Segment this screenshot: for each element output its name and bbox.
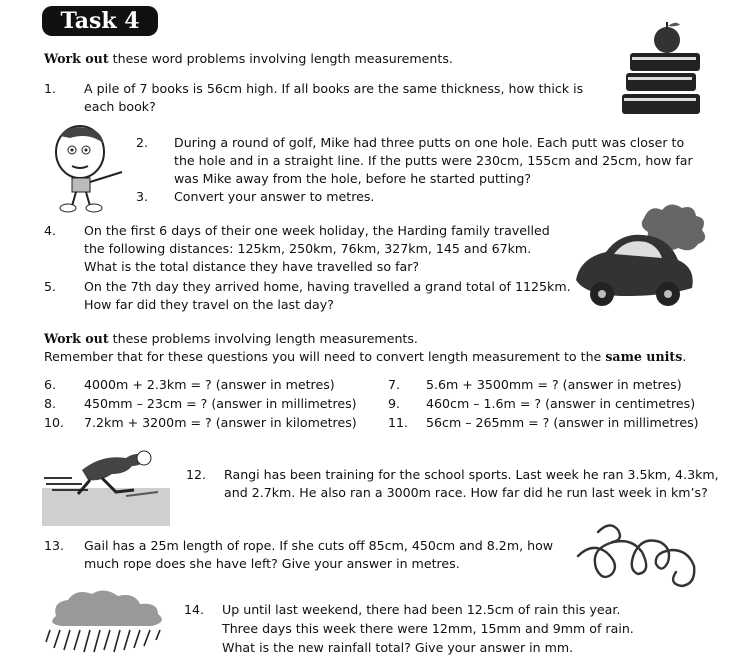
problem-2-line-2: the hole and in a straight line. If the putts were 230cm, 155cm and 25cm, how far — [174, 153, 693, 168]
problem-4-line-3: What is the total distance they have travelled so far? — [84, 259, 420, 274]
problem-1-line-2: each book? — [84, 99, 156, 114]
problem-5-line-2: How far did they travel on the last day? — [84, 297, 334, 312]
conversion-text: 7.2km + 3200m = ? (answer in kilometres) — [84, 415, 357, 430]
problem-3-line-1: Convert your answer to metres. — [174, 189, 375, 204]
books-with-apple-image — [618, 18, 710, 118]
problem-5-line-1: On the 7th day they arrived home, having travelled a grand total of 1125km. — [84, 279, 571, 294]
problem-2-number: 2. — [136, 135, 149, 150]
problem-2-line-1: During a round of golf, Mike had three putts on one hole. Each putt was closer to — [174, 135, 685, 150]
conversion-text: 5.6m + 3500mm = ? (answer in metres) — [426, 377, 682, 392]
problem-12-line-1: Rangi has been training for the school sports. Last week he ran 3.5km, 4.3km, — [224, 467, 719, 482]
section2-intro-rest: these problems involving length measurements. — [108, 331, 418, 346]
problem-4-line-2: the following distances: 125km, 250km, 76km, 327km, 145 and 67km. — [84, 241, 532, 256]
conversion-text: 4000m + 2.3km = ? (answer in metres) — [84, 377, 335, 392]
section2-remember-text: Remember that for these questions you will need to convert length measurement to the — [44, 349, 606, 364]
problem-2-line-3: was Mike away from the hole, before he started putting? — [174, 171, 532, 186]
golfer-cartoon-image — [50, 122, 130, 214]
section2-remember-end: . — [682, 349, 687, 364]
task-title: Task 4 — [42, 6, 158, 36]
problem-13-line-2: much rope does she have left? Give your answer in metres. — [84, 556, 460, 571]
problem-4-line-1: On the first 6 days of their one week holiday, the Harding family travelled — [84, 223, 550, 238]
car-cartoon-image — [566, 200, 716, 318]
section1-intro — [44, 50, 453, 68]
conversion-number: 10. — [44, 415, 65, 430]
rain-cloud-image — [42, 588, 174, 656]
rope-scribble-image — [572, 512, 702, 592]
conversion-text: 450mm – 23cm = ? (answer in millimetres) — [84, 396, 357, 411]
problem-14-line-3: What is the new rainfall total? Give your answer in mm. — [222, 640, 574, 655]
problem-14-line-1: Up until last weekend, there had been 12.5cm of rain this year. — [222, 602, 621, 617]
conversion-text: 56cm – 265mm = ? (answer in millimetres) — [426, 415, 699, 430]
section2-intro — [44, 330, 418, 348]
problem-12-number: 12. — [186, 467, 207, 482]
problem-1-number: 1. — [44, 81, 57, 96]
section2-remember-bold: same units — [605, 349, 683, 364]
problem-1-line-1: A pile of 7 books is 56cm high. If all books are the same thickness, how thick is — [84, 81, 584, 96]
conversion-number: 11. — [388, 415, 409, 430]
conversion-number: 7. — [388, 377, 401, 392]
conversion-text: 460cm – 1.6m = ? (answer in centimetres) — [426, 396, 696, 411]
runner-cartoon-image — [42, 440, 170, 526]
problem-13-line-1: Gail has a 25m length of rope. If she cuts off 85cm, 450cm and 8.2m, how — [84, 538, 554, 553]
section2-intro-bold: Work out — [44, 331, 109, 346]
problem-12-line-2: and 2.7km. He also ran a 3000m race. How far did he run last week in km’s? — [224, 485, 708, 500]
problem-5-number: 5. — [44, 279, 57, 294]
problem-3-number: 3. — [136, 189, 149, 204]
section1-intro-rest: these word problems involving length measurements. — [108, 51, 453, 66]
problem-14-line-2: Three days this week there were 12mm, 15mm and 9mm of rain. — [222, 621, 634, 636]
problem-13-number: 13. — [44, 538, 65, 553]
conversion-number: 6. — [44, 377, 57, 392]
problem-4-number: 4. — [44, 223, 57, 238]
section1-intro-bold: Work out — [44, 51, 109, 66]
problem-14-number: 14. — [184, 602, 205, 617]
section2-remember — [44, 348, 686, 366]
conversion-number: 9. — [388, 396, 401, 411]
conversion-number: 8. — [44, 396, 57, 411]
